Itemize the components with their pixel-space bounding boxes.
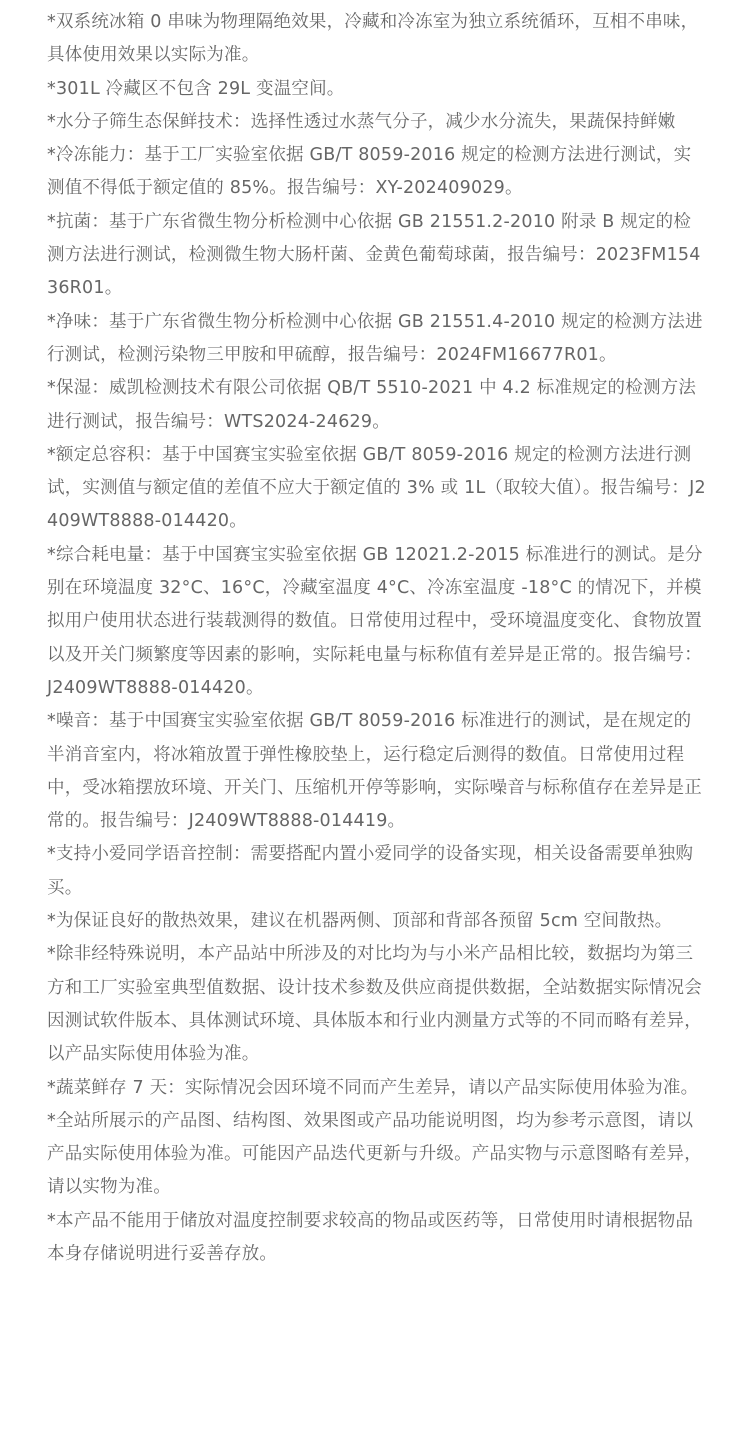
disclaimer-comparison-data: *除非经特殊说明，本产品站中所涉及的对比均为与小米产品相比较，数据均为第三方和工厂实验室典型值数据、设计技术参数及供应商提供数据，全站数据实际情况会因测试软件版本、具体测试环境、具体版本和行业内测量方式等的不同而略有差异，以产品实际使用体验为准。: [47, 944, 702, 1065]
disclaimer-fridge-capacity: *301L 冷藏区不包含 29L 变温空间。: [47, 78, 345, 99]
disclaimer-noise: *噪音：基于中国赛宝实验室依据 GB/T 8059-2016 标准进行的测试，是在规定的半消音室内，将冰箱放置于弹性橡胶垫上，运行稳定后测得的数值。日常使用过程中，受冰箱摆放环境、开关门、压缩机开停等影响，实际噪音与标称值存在差异是正常的。报告编号：J2409WT8888-014419。: [47, 711, 702, 832]
disclaimer-molecular-sieve: *水分子筛生态保鲜技术：选择性透过水蒸气分子，减少水分流失，果蔬保持鲜嫩: [47, 111, 676, 132]
disclaimer-storage-usage: *本产品不能用于储放对温度控制要求较高的物品或医药等，日常使用时请根据物品本身存储说明进行妥善存放。: [47, 1210, 694, 1264]
disclaimer-rated-volume: *额定总容积：基于中国赛宝实验室依据 GB/T 8059-2016 规定的检测方法进行测试，实测值与额定值的差值不应大于额定值的 3% 或 1L（取较大值）。报告编号：J2409WT8888-014420。: [47, 444, 706, 532]
disclaimer-dual-system: *双系统冰箱 0 串味为物理隔绝效果，冷藏和冷冻室为独立系统循环，互相不串味，具体使用效果以实际为准。: [47, 12, 699, 66]
disclaimer-antibacterial: *抗菌：基于广东省微生物分析检测中心依据 GB 21551.2-2010 附录 B 规定的检测方法进行测试，检测微生物大肠杆菌、金黄色葡萄球菌，报告编号：2023FM15436R01。: [47, 211, 701, 299]
disclaimer-heat-dissipation: *为保证良好的散热效果，建议在机器两侧、顶部和背部各预留 5cm 空间散热。: [47, 911, 673, 932]
disclaimer-illustrations: *全站所展示的产品图、结构图、效果图或产品功能说明图，均为参考示意图，请以产品实际使用体验为准。可能因产品迭代更新与升级。产品实物与示意图略有差异，请以实物为准。: [47, 1110, 702, 1198]
disclaimer-list: [47, 6, 707, 1271]
disclaimer-power-consumption: *综合耗电量：基于中国赛宝实验室依据 GB 12021.2-2015 标准进行的测试。是分别在环境温度 32°C、16°C，冷藏室温度 4°C、冷冻室温度 -18°C 的情况下，并模拟用户使用状态进行装载测得的数值。日常使用过程中，受环境温度变化、食物放置以及开关门频繁度等因素的影响，实际耗电量与标称值有差异是正常的。报告编号：J2409WT8888-014420。: [47, 544, 703, 698]
disclaimer-vegetable-fresh: *蔬菜鲜存 7 天：实际情况会因环境不同而产生差异，请以产品实际使用体验为准。: [47, 1077, 699, 1098]
disclaimer-voice-control: *支持小爱同学语音控制：需要搭配内置小爱同学的设备实现，相关设备需要单独购买。: [47, 844, 694, 898]
disclaimer-freezing-capacity: *冷冻能力：基于工厂实验室依据 GB/T 8059-2016 规定的检测方法进行测试，实测值不得低于额定值的 85%。报告编号：XY-202409029。: [47, 145, 692, 199]
disclaimer-moisturize: *保湿：威凯检测技术有限公司依据 QB/T 5510-2021 中 4.2 标准规定的检测方法进行测试，报告编号：WTS2024-24629。: [47, 378, 697, 432]
disclaimer-deodorize: *净味：基于广东省微生物分析检测中心依据 GB 21551.4-2010 规定的检测方法进行测试，检测污染物三甲胺和甲硫醇，报告编号：2024FM16677R01。: [47, 311, 703, 365]
